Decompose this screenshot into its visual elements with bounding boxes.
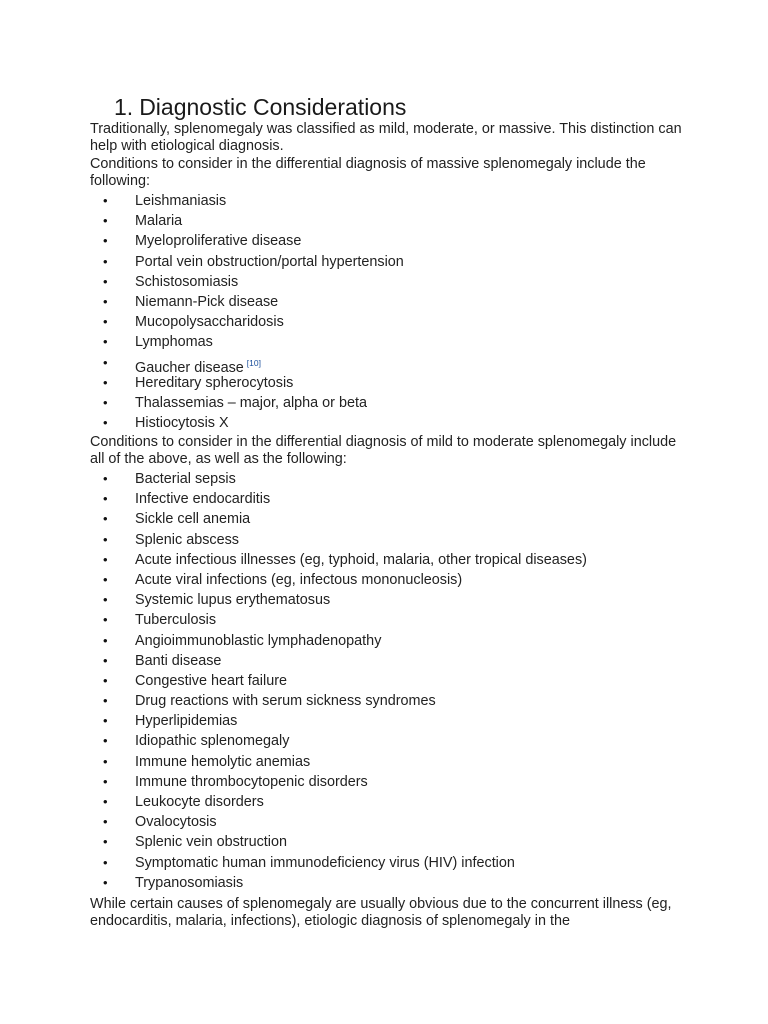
bullet-icon: • [103, 713, 108, 729]
bullet-icon: • [103, 773, 108, 789]
list-item-label: Mucopolysaccharidosis [135, 314, 284, 331]
list-item-text [135, 211, 182, 231]
list-item-text [135, 231, 301, 251]
list-item-text [135, 691, 436, 711]
list-item-label: Bacterial sepsis [135, 471, 236, 487]
list-item-label: Schistosomiasis [135, 273, 239, 290]
bullet-icon: • [103, 874, 108, 890]
bullet-icon: • [103, 612, 108, 628]
intro-paragraph: Traditionally, splenomegaly was classified as mild, moderate, or massive. This distinction can help with etiological diagnosis. [90, 121, 682, 155]
bullet-icon: • [103, 415, 108, 431]
list-item-label: Hereditary spherocytosis [135, 374, 294, 391]
bullet-icon: • [103, 632, 108, 648]
list-item-text [135, 413, 229, 433]
list-item-label: Splenic abscess [135, 531, 239, 548]
list-item-text [135, 832, 287, 852]
list-item-label: Lymphomas [135, 334, 213, 351]
list-item-label: Ovalocytosis [135, 814, 217, 831]
list-item-text [135, 332, 213, 352]
bullet-icon: • [103, 374, 108, 390]
section-title: Diagnostic Considerations [139, 94, 407, 120]
bullet-icon: • [103, 213, 108, 229]
bullet-icon: • [103, 652, 108, 668]
bullet-icon: • [103, 471, 108, 486]
bullet-icon: • [103, 193, 108, 208]
list-item-label: Immune hemolytic anemias [135, 753, 311, 770]
list-item-text [135, 272, 238, 292]
bullet-icon: • [103, 794, 108, 809]
bullet-icon: • [103, 753, 108, 769]
list-item-label: Sickle cell anemia [135, 511, 251, 528]
list-item-label: Malaria [135, 213, 183, 230]
list-item-label: Histiocytosis X [135, 415, 229, 432]
mild-intro-paragraph: Conditions to consider in the differential diagnosis of mild to moderate splenomegaly include all of the above, as well as the following: [90, 434, 677, 468]
bullet-icon: • [103, 571, 108, 587]
list-item-text [135, 772, 368, 792]
bullet-icon: • [103, 592, 108, 608]
list-item-text [135, 373, 293, 393]
list-item-label: Gaucher disease [135, 359, 244, 376]
list-item-label: Myeloproliferative disease [135, 233, 302, 250]
list-item-label: Symptomatic human immunodeficiency virus (HIV) infection [135, 854, 515, 871]
bullet-icon: • [103, 273, 108, 289]
list-item-label: Leukocyte disorders [135, 794, 264, 810]
list-item-text [135, 731, 289, 751]
bullet-icon: • [103, 354, 108, 370]
list-item-text [135, 651, 221, 671]
list-item-text [135, 590, 330, 610]
list-item-text [135, 752, 310, 772]
bullet-icon: • [103, 551, 108, 567]
bullet-icon: • [103, 834, 108, 850]
section-number: 1. [114, 94, 134, 120]
list-item-label: Angioimmunoblastic lymphadenopathy [135, 632, 382, 649]
bullet-icon: • [103, 733, 108, 749]
list-item-label: Thalassemias – major, alpha or beta [135, 394, 367, 411]
list-item-label: Leishmaniasis [135, 193, 227, 209]
list-item-label: Immune thrombocytopenic disorders [135, 773, 368, 790]
list-item-label: Acute infectious illnesses (eg, typhoid, malaria, other tropical diseases) [135, 551, 587, 568]
list-item-text [135, 570, 462, 590]
list-item-label: Congestive heart failure [135, 672, 287, 689]
list-item-label: Tuberculosis [135, 612, 217, 629]
bullet-icon: • [103, 511, 108, 527]
bullet-icon: • [103, 314, 108, 330]
bullet-icon: • [103, 253, 108, 269]
list-item-label: Systemic lupus erythematosus [135, 592, 331, 609]
bullet-icon: • [103, 814, 108, 830]
list-item-label: Banti disease [135, 652, 222, 669]
bullet-icon: • [103, 334, 108, 350]
closing-paragraph: While certain causes of splenomegaly are usually obvious due to the concurrent illness (eg, endocarditis, malaria, infections), etiologic diagnosis of splenomegaly in the [90, 896, 672, 930]
list-item-label: Acute viral infections (eg, infectous mononucleosis) [135, 571, 463, 588]
list-item-label: Portal vein obstruction/portal hypertension [135, 253, 404, 270]
list-item-label: Trypanosomiasis [135, 874, 244, 891]
list-item-label: Niemann-Pick disease [135, 293, 279, 310]
bullet-icon: • [103, 693, 108, 709]
list-item-text [135, 530, 239, 550]
bullet-icon: • [103, 672, 108, 688]
list-item-text [135, 469, 236, 489]
massive-intro-paragraph: Conditions to consider in the differential diagnosis of massive splenomegaly include the following: [90, 156, 646, 190]
reference-link[interactable]: [10] [246, 357, 261, 368]
bullet-icon: • [103, 293, 108, 309]
list-item-label: Idiopathic splenomegaly [135, 733, 290, 750]
list-item-label: Hyperlipidemias [135, 713, 238, 730]
list-item-text [135, 812, 217, 832]
list-item-label: Infective endocarditis [135, 491, 271, 508]
list-item-text [135, 252, 404, 272]
list-item-text [135, 509, 250, 529]
list-item-text [135, 191, 226, 211]
list-item-text [135, 853, 515, 873]
list-item-label: Drug reactions with serum sickness syndromes [135, 693, 436, 710]
bullet-icon: • [103, 491, 108, 507]
list-item-text [135, 312, 284, 332]
bullet-icon: • [103, 394, 108, 410]
bullet-icon: • [103, 854, 108, 870]
bullet-icon: • [103, 531, 108, 547]
list-item-text [135, 292, 278, 312]
list-item-label: Splenic vein obstruction [135, 834, 287, 851]
bullet-icon: • [103, 233, 108, 249]
list-item-text [135, 711, 237, 731]
list-item-text [135, 550, 587, 570]
list-item-text [135, 393, 367, 413]
list-item-text [135, 873, 243, 893]
list-item-text [135, 671, 287, 691]
section-heading [114, 92, 406, 122]
list-item-text [135, 610, 216, 630]
list-item-text [135, 792, 264, 812]
list-item-text [135, 489, 270, 509]
list-item-text [135, 631, 381, 651]
